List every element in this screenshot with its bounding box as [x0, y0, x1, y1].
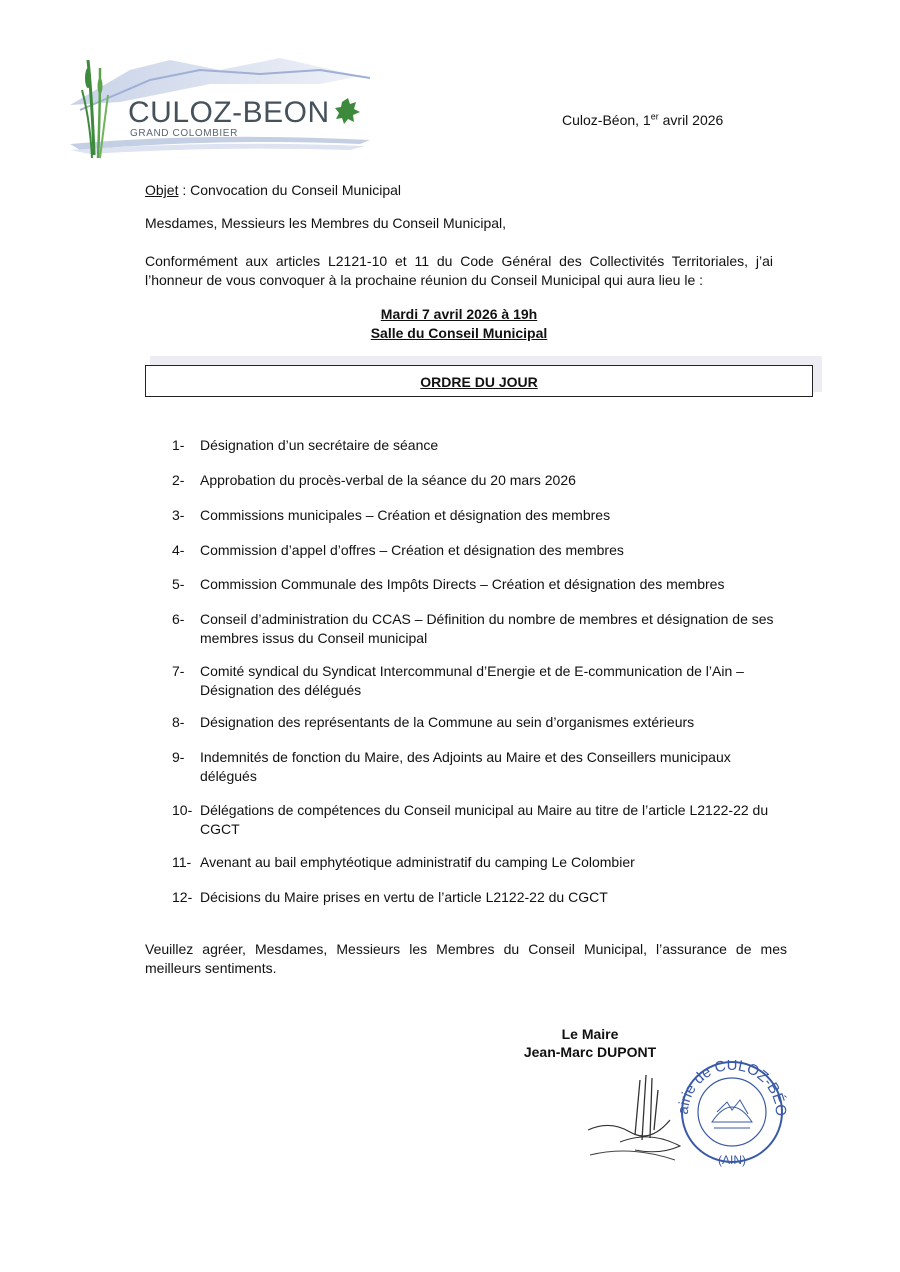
closing-paragraph: Veuillez agréer, Mesdames, Messieurs les Membres du Conseil Municipal, l’assurance de mes meilleurs sentiments.	[145, 941, 787, 976]
signatory-role: Le Maire	[561, 1026, 619, 1042]
agenda-item-text: Décisions du Maire prises en vertu de l’article L2122-22 du CGCT	[200, 889, 608, 905]
agenda-item-text: Désignation d’un secrétaire de séance	[200, 437, 439, 453]
agenda-item-text: Délégations de compétences du Conseil municipal au Maire au titre de l’article L2122-22 du CGCT	[200, 802, 769, 837]
subject-line	[145, 182, 401, 198]
signatory-name: Jean-Marc DUPONT	[523, 1044, 657, 1060]
agenda-item-number: 1-	[172, 437, 185, 453]
agenda-item-number: 12-	[172, 889, 193, 905]
agenda-item-text: Conseil d’administration du CCAS – Définition du nombre de membres et désignation de ses membres issus du Conseil municipal	[200, 611, 774, 646]
agenda-item-number: 4-	[172, 542, 185, 558]
agenda-item-number: 11-	[172, 854, 192, 870]
agenda-item-number: 9-	[172, 749, 185, 765]
meeting-date: Mardi 7 avril 2026 à 19h	[380, 306, 538, 322]
agenda-item-text: Approbation du procès-verbal de la séance du 20 mars 2026	[200, 472, 576, 488]
salutation: Mesdames, Messieurs les Membres du Conseil Municipal,	[145, 215, 507, 231]
stamp-bottom-text: (AIN)	[718, 1153, 746, 1167]
subject-text: : Convocation du Conseil Municipal	[178, 182, 402, 198]
agenda-item-number: 2-	[172, 472, 185, 488]
agenda-item-text: Commission d’appel d’offres – Création et désignation des membres	[200, 542, 624, 558]
meeting-place: Salle du Conseil Municipal	[370, 325, 548, 341]
intro-paragraph: Conformément aux articles L2121-10 et 11 du Code Général des Collectivités Territoriales, j’ai l’honneur de vous convoquer à la prochaine réunion du Conseil Municipal qui aura lieu le :	[145, 253, 773, 288]
agenda-item-number: 7-	[172, 663, 185, 679]
agenda-item-text: Indemnités de fonction du Maire, des Adjoints au Maire et des Conseillers municipaux délégués	[200, 749, 731, 784]
date-line	[562, 112, 723, 128]
agenda-item-number: 8-	[172, 714, 185, 730]
agenda-item-text: Commissions municipales – Création et désignation des membres	[200, 507, 611, 523]
date-superscript: er	[650, 111, 659, 122]
agenda-item-number: 5-	[172, 576, 185, 592]
stamp-text: airie de CULOZ-BÉO	[674, 1056, 790, 1117]
agenda-item-number: 10-	[172, 802, 193, 818]
agenda-item-number: 6-	[172, 611, 185, 627]
date-rest: avril 2026	[658, 112, 724, 128]
agenda-item-number: 3-	[172, 507, 185, 523]
logo-title: CULOZ-BEON	[128, 96, 330, 129]
subject-label: Objet	[145, 182, 179, 198]
agenda-item-text: Commission Communale des Impôts Directs – Création et désignation des membres	[200, 576, 725, 592]
logo-subtitle: GRAND COLOMBIER	[130, 128, 238, 139]
date-place: Culoz-Béon, 1	[562, 112, 651, 128]
agenda-item-text: Avenant au bail emphytéotique administratif du camping Le Colombier	[200, 854, 635, 870]
agenda-item-text: Désignation des représentants de la Commune au sein d’organismes extérieurs	[200, 714, 695, 730]
agenda-title: ORDRE DU JOUR	[420, 374, 538, 390]
meeting-info	[145, 305, 773, 343]
official-stamp	[672, 1052, 790, 1172]
agenda-item-text: Comité syndical du Syndicat Intercommunal d’Energie et de E-communication de l’Ain – Désignation des délégués	[200, 663, 744, 698]
